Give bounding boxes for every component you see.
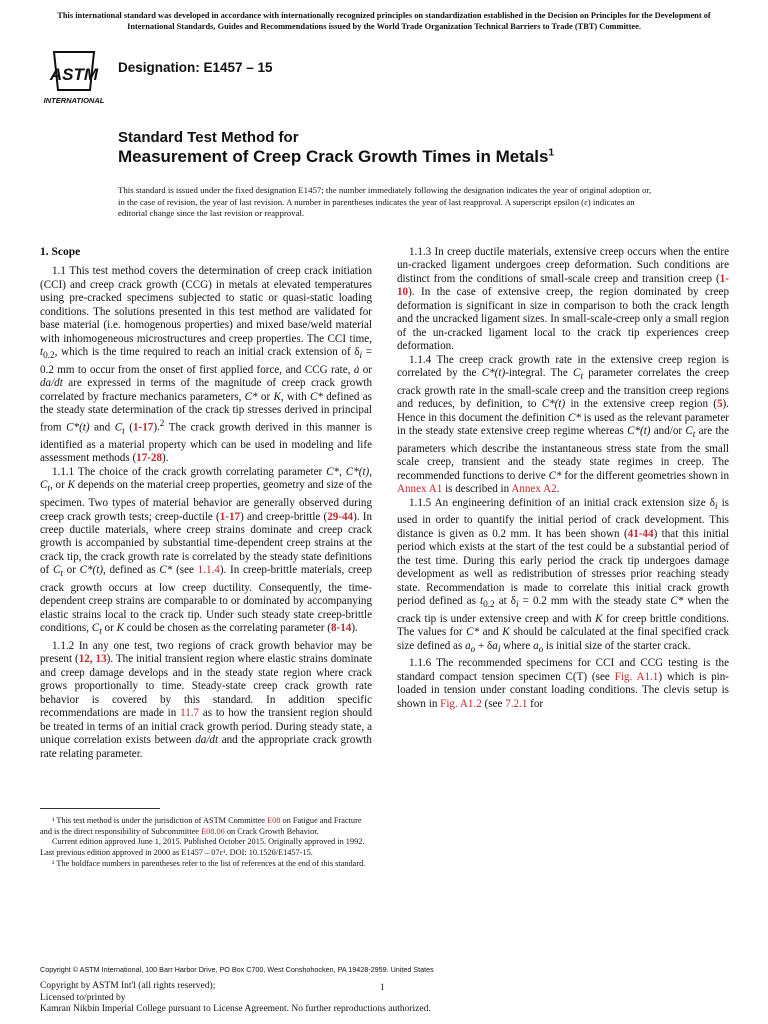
annex-link[interactable]: Annex A1	[397, 483, 443, 496]
section-heading-scope: 1. Scope	[40, 246, 81, 258]
committee-link[interactable]: E08	[267, 816, 281, 825]
section-link[interactable]: 1.1.4	[197, 564, 220, 577]
page-number: 1	[380, 983, 385, 993]
standard-issue-note: This standard is issued under the fixed designation E1457; the number immediately following the designation indicates the year of original adoption or, in the case of revision, the year of last revision. A number in parentheses indicates the year of last reapproval. A superscript epsilon (ε) indicates an editorial change since the last revision or reapproval.	[118, 185, 652, 218]
title-line-2: Measurement of Creep Crack Growth Times in Metals	[118, 147, 549, 166]
left-column	[40, 246, 372, 761]
reference-link[interactable]: 1-17	[132, 421, 154, 434]
paragraph-1-1-3: 1.1.3 In creep ductile materials, extensive creep occurs when the entire un-cracked ligament undergoes creep deformation. Such conditions are distinct from the conditions of small-scale creep and transition creep (1-10). In the case of extensive creep, the region dominated by creep deformation is significant in size in comparison to both the crack length and the uncracked ligament sizes. In small-scale-creep only a small region of the un-cracked ligament local to the crack tip experiences creep deformation.	[397, 246, 729, 353]
paragraph-1-1-4: 1.1.4 The creep crack growth rate in the extensive creep region is correlated by the C*(t)-integral. The $C_t$ parameter correlates the creep crack growth rate in the small-scale creep and the transition creep regions and reduces, by definition, to C*(t) in the extensive creep region (5). Hence in this document the definition C* is used as the relevant parameter in the steady state extensive creep regime whereas C*(t) and/or $C_t$ are the parameters which describe the instantaneous stress state from the small scale creep, transient and the steady state regimes in creep. The recommended functions to derive C* for the different geometries shown in Annex A1 is described in Annex A2.	[397, 353, 730, 496]
svg-text:ASTM: ASTM	[49, 65, 99, 84]
reference-link[interactable]: 1-17	[219, 510, 241, 523]
figure-link[interactable]: Fig. A1.1	[614, 670, 659, 683]
license-footer	[40, 981, 431, 1016]
reference-link[interactable]: 12, 13	[78, 653, 107, 666]
international-standard-notice: This international standard was developed in accordance with internationally recognized principles on standardization established in the Decision on Principles for the Development of International Standards, Guides and Recommendations issued by the World Trade Organization Technical Barriers to Trade (TBT) Committee.	[57, 11, 711, 31]
page-title	[118, 147, 554, 167]
license-line-3: Kamran Nikbin Imperial College pursuant to License Agreement. No further reproductions authorized.	[40, 1004, 431, 1014]
astm-logo	[40, 50, 108, 106]
paragraph-1-1-6: 1.1.6 The recommended specimens for CCI and CCG testing is the standard compact tension specimen C(T) (see Fig. A1.1) which is pin-loaded in tension under constant loading conditions. The clevis setup is shown in Fig. A1.2 (see 7.2.1 for	[397, 657, 729, 710]
reference-link[interactable]: 8-14	[330, 622, 352, 635]
license-line-2: Licensed to/printed by	[40, 992, 126, 1003]
copyright-line: Copyright © ASTM International, 100 Barr Harbor Drive, PO Box C700, West Conshohocken, PA 19428-2959. United States	[40, 965, 434, 974]
section-link[interactable]: 7.2.1	[505, 697, 528, 710]
svg-text:INTERNATIONAL: INTERNATIONAL	[43, 96, 105, 105]
reference-link[interactable]: 17-28	[136, 452, 163, 465]
section-link[interactable]: 11.7	[180, 707, 200, 720]
right-column	[397, 246, 729, 711]
title-line-1: Standard Test Method for	[118, 129, 299, 146]
paragraph-1-1-5: 1.1.5 An engineering definition of an initial crack extension size $\delta_i$ is used in order to quantify the initial period of crack development. This distance is given as 0.2 mm. It has been shown (41-44) that this initial period which exists at the start of the test could be a substantial period of the test time. During this early period the crack tip undergoes damage development as well as redistribution of stresses prior reaching steady state. Recommendation is made to correlate this initial crack growth period defined as $t_{0.2}$ at $\delta_i = 0.2$ mm with the steady state C* when the crack tip is under extensive creep and with K for creep brittle conditions. The values for C* and K should be calculated at the final specified crack size defined as $a_o + \delta a_i$ where $a_o$ is initial size of the starter crack.	[397, 496, 729, 655]
paragraph-1-1-1: 1.1.1 The choice of the crack growth correlating parameter C*, C*(t), $C_t$, or K depends on the material creep properties, geometry and size of the specimen. Two types of material behavior are generally observed during creep crack growth tests; creep-ductile (1-17) and creep-brittle (29-44). In creep ductile materials, where creep strains dominate and creep crack growth is accompanied by substantial time-dependent creep strains at the crack tip, the crack growth rate is correlated by the steady state definitions of $C_t$ or C*(t), defined as C* (see 1.1.4). In creep-brittle materials, creep crack growth occurs at low creep ductility. Consequently, the time-dependent creep strains are comparable to or dominated by accompanying elastic strains local to the crack tip. Under such steady state creep-brittle conditions, $C_t$ or K could be chosen as the correlating parameter (8-14).	[40, 465, 372, 638]
footnote-1-edition: Current edition approved June 1, 2015. Published October 2015. Originally approved in 1992. Last previous edition approved in 2000 as E1457 – 07ε¹. DOI: 10.1520/E1457-15.	[40, 837, 365, 858]
annex-link[interactable]: Annex A2	[511, 483, 557, 496]
designation: Designation: E1457 – 15	[118, 60, 273, 75]
subcommittee-link[interactable]: E08.06	[201, 826, 225, 836]
license-line-1: Copyright by ASTM Int'l (all rights reserved);	[40, 981, 216, 991]
footnote-1: ¹ This test method is under the jurisdiction of ASTM Committee E08 on Fatigue and Fracture and is the direct responsibility of Subcommittee E08.06 on Crack Growth Behavior.	[40, 816, 362, 836]
reference-link[interactable]: 41-44	[627, 527, 654, 540]
footnote-rule	[40, 808, 160, 809]
reference-link[interactable]: 29-44	[327, 510, 354, 523]
figure-link[interactable]: Fig. A1.2	[440, 697, 482, 710]
footnote-2: ² The boldface numbers in parentheses refer to the list of references at the end of this standard.	[52, 858, 366, 868]
footnotes	[40, 816, 372, 870]
paragraph-1-1-2: 1.1.2 In any one test, two regions of crack growth behavior may be present (12, 13). The initial transient region where elastic strains dominate and creep damage develops and in the steady state region where crack grows proportionally to time. Steady-state creep crack growth rate behavior is covered by this standard. In addition specific recommendations are made in 11.7 as to how the transient region should be treated in terms of an initial crack growth period. During steady state, a unique correlation exists between da/dt and the appropriate crack growth rate relating parameter.	[40, 640, 372, 760]
title-footnote-mark: 1	[548, 147, 555, 159]
reference-link[interactable]: 5	[717, 398, 723, 411]
reference-link[interactable]: 1-10	[397, 272, 729, 299]
paragraph-1-1: 1.1 This test method covers the determination of creep crack initiation (CCI) and creep crack growth (CCG) in metals at elevated temperatures using pre-cracked specimens subjected to static or quasi-static loading conditions. The solutions presented in this test method are validated for base material (i.e. homogenous properties) and mixed base/weld material with inhomogeneous microstructures and creep properties. The CCI time, $t_{0.2}$, which is the time required to reach an initial crack extension of $\delta_i = 0.2$ mm to occur from the onset of first applied force, and CCG rate, ȧ or da/dt are expressed in terms of the magnitude of creep crack growth correlated by fracture mechanics parameters, C* or K, with C* defined as the steady state determination of the crack tip stresses derived in principal from C*(t) and $C_t$ (1-17).$^2$ The crack growth derived in this manner is identified as a material property which can be used in modeling and life assessment methods (17-28).	[40, 265, 373, 465]
